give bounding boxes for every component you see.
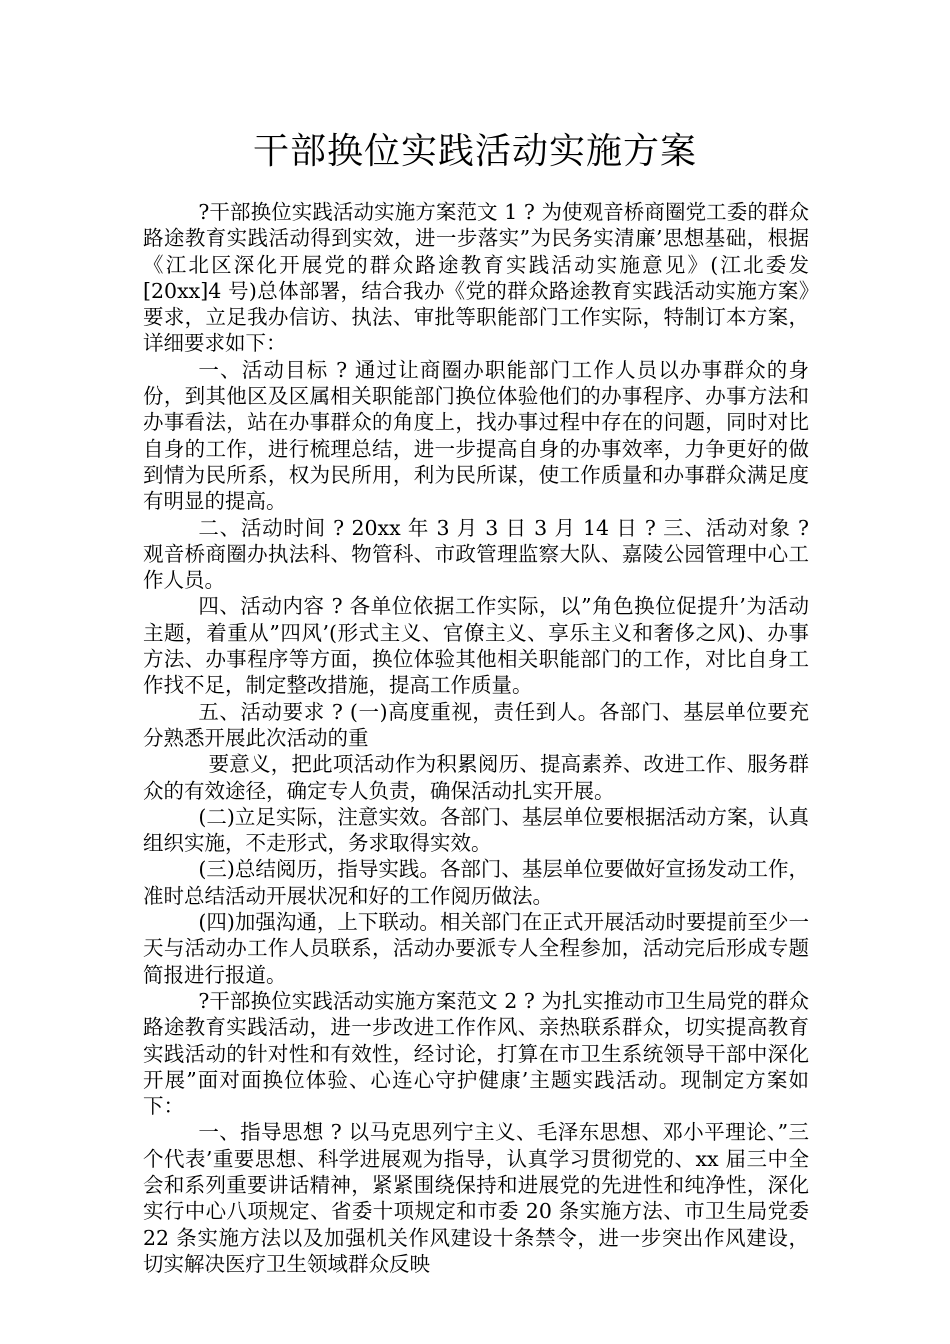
paragraph-intro-2: ?干部换位实践活动实施方案范文 2 ? 为扎实推动市卫生局党的群众路途教育实践活动，进一步改进工作作风、亲热联系群众，切实提高教育实践活动的针对性和有效性，经讨论，打算在市卫生系统领导干部中深化开展”面对面换位体验、心连心守护健康’主题实践活动。现制定方案如下： <box>143 988 809 1119</box>
document-body <box>143 199 809 1277</box>
paragraph-req-2: (二)立足实际，注意实效。各部门、基层单位要根据活动方案，认真组织实施，不走形式，务求取得实效。 <box>143 804 809 856</box>
document-title: 干部换位实践活动实施方案 <box>252 131 697 172</box>
paragraph-goal: 一、活动目标 ? 通过让商圈办职能部门工作人员以办事群众的身份，到其他区及区属相关职能部门换位体验他们的办事程序、办事方法和办事看法，站在办事群众的角度上，找办事过程中存在的问题，同时对比自身的工作，进行梳理总结，进一步提高自身的办事效率，力争更好的做到情为民所系，权为民所用，利为民所谋，使工作质量和办事群众满足度有明显的提高。 <box>143 357 809 514</box>
paragraph-requirements: 五、活动要求 ? (一)高度重视，责任到人。各部门、基层单位要充分熟悉开展此次活动的重 <box>143 699 809 750</box>
paragraph-req-4: (四)加强沟通，上下联动。相关部门在正式开展活动时要提前至少一天与活动办工作人员联系，活动办要派专人全程参加，活动完后形成专题简报进行报道。 <box>143 910 809 987</box>
paragraph-requirements-cont: 要意义，把此项活动作为积累阅历、提高素养、改进工作、服务群众的有效途径，确定专人负责，确保活动扎实开展。 <box>143 752 809 803</box>
paragraph-intro-1: ?干部换位实践活动实施方案范文 1 ? 为使观音桥商圈党工委的群众路途教育实践活动得到实效，进一步落实”为民务实清廉’思想基础，根据《江北区深化开展党的群众路途教育实践活动实施意见》(江北委发[20xx]4 号)总体部署，结合我办《党的群众路途教育实践活动实施方案》要求，立足我办信访、执法、审批等职能部门工作实际，特制订本方案，详细要求如下： <box>143 200 809 356</box>
paragraph-time-target: 二、活动时间 ? 20xx 年 3 月 3 日 3 月 14 日 ? 三、活动对象 ? 观音桥商圈办执法科、物管科、市政管理监察大队、嘉陵公园管理中心工作人员。 <box>143 515 809 593</box>
paragraph-guiding-thought: 一、指导思想 ? 以马克思列宁主义、毛泽东思想、邓小平理论、”三个代表’重要思想、科学进展观为指导，认真学习贯彻党的、xx 届三中全会和系列重要讲话精神，紧紧围绕保持和进展党的先进性和纯净性，深化实行中心八项规定、省委十项规定和市委 20 条实施方法、市卫生局党委 22 条实施方法以及加强机关作风建设十条禁令，进一步突出作风建设，切实解决医疗卫生领域群众反映 <box>143 1120 809 1276</box>
paragraph-req-3: (三)总结阅历，指导实践。各部门、基层单位要做好宣扬发动工作，准时总结活动开展状况和好的工作阅历做法。 <box>143 857 809 908</box>
paragraph-content: 四、活动内容 ? 各单位依据工作实际，以”角色换位促提升’为活动主题，着重从”四风’(形式主义、官僚主义、享乐主义和奢侈之风)、办事方法、办事程序等方面，换位体验其他相关职能部门的工作，对比自身工作找不足，制定整改措施，提高工作质量。 <box>143 594 809 698</box>
